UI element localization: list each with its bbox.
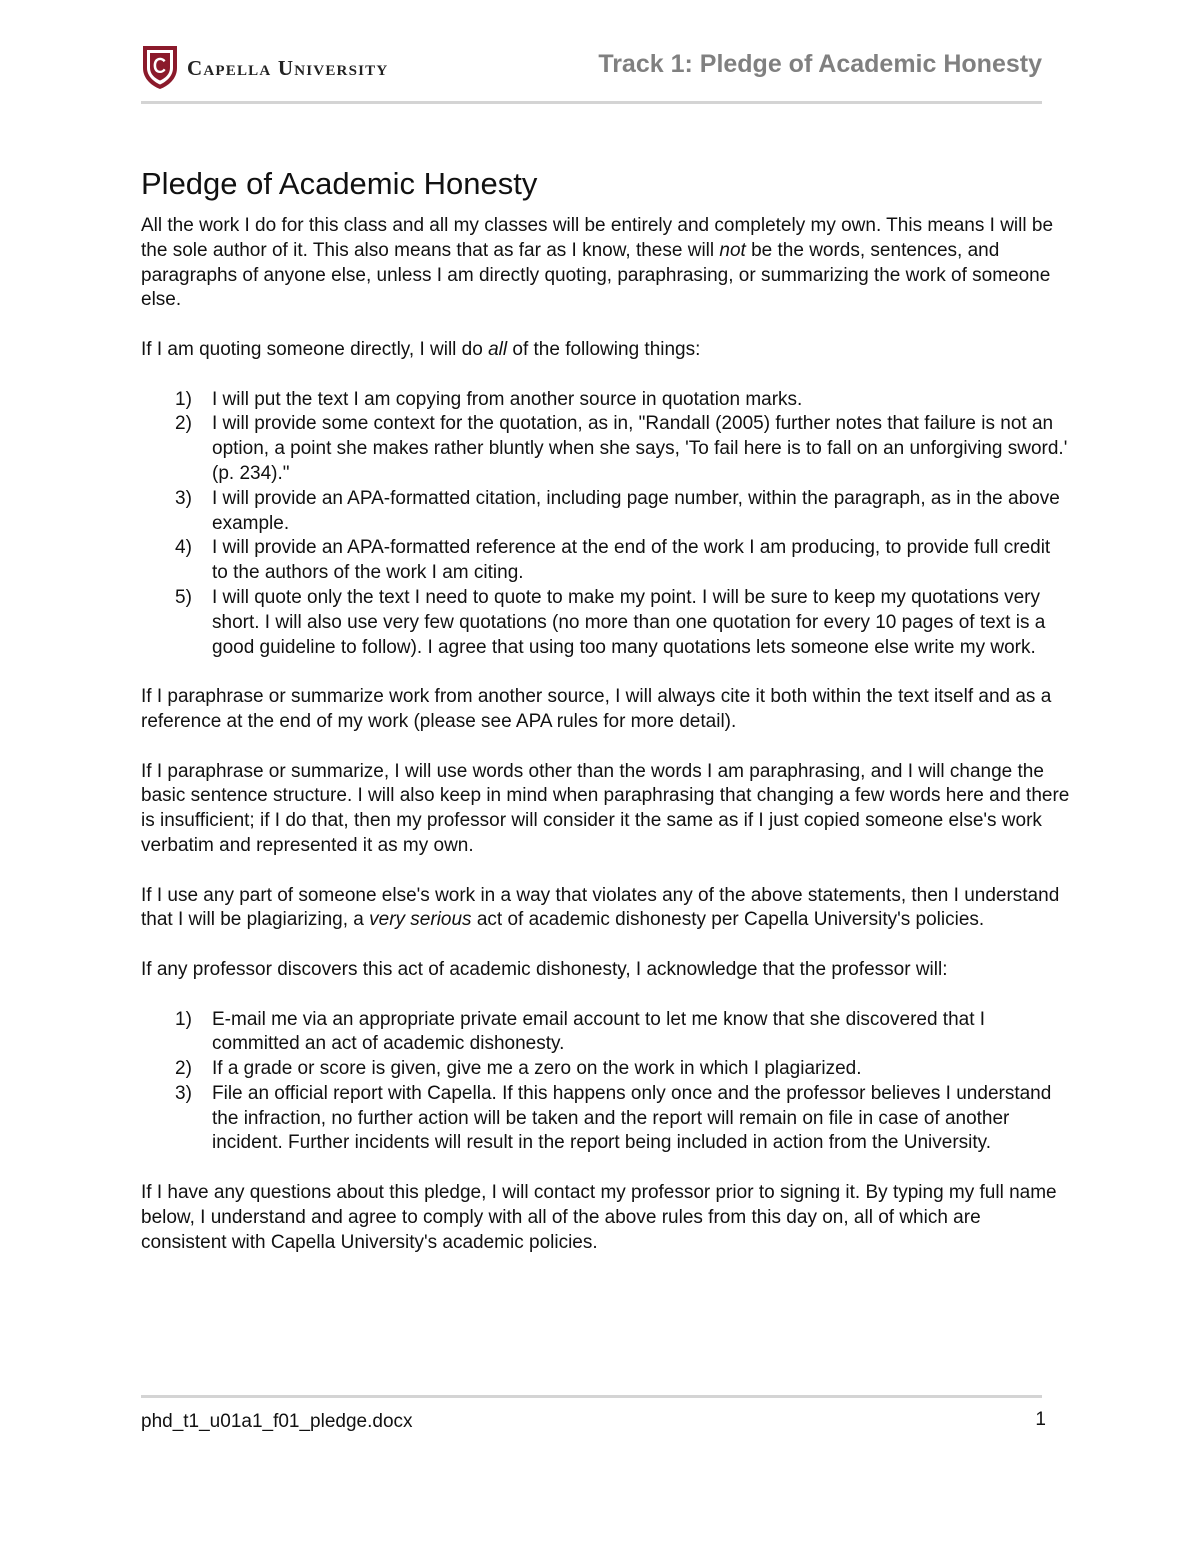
- plagiarism-paragraph: If I use any part of someone else's work in a way that violates any of the above statements, then I understand that I will be plagiarizing, a very serious act of academic dishonesty per Capella University's policies.: [141, 884, 1060, 931]
- paraphrase-citation-paragraph: If I paraphrase or summarize work from another source, I will always cite it both within the text itself and as a reference at the end of my work (please see APA rules for more detail).: [141, 686, 1052, 732]
- university-logo: [141, 44, 388, 90]
- page-title: Pledge of Academic Honesty: [141, 166, 538, 201]
- list-item: 2) I will provide some context for the quotation, as in, "Randall (2005) further notes that failure is not an option, a point she makes rather bluntly when she says, 'To fail here is to fall on an unforgiving sword.' (p. 234).": [175, 413, 1068, 484]
- document-body: [141, 164, 1071, 1280]
- quoting-rules-list: [141, 388, 1071, 661]
- footer-filename: phd_t1_u01a1_f01_pledge.docx: [141, 1411, 413, 1432]
- paraphrase-structure-paragraph: If I paraphrase or summarize, I will use words other than the words I am paraphrasing, and I will change the basic sentence structure. I will also keep in mind when paraphrasing that changing a few words here and there is insufficient; if I do that, then my professor will consider it the same as if I just copied someone else's work verbatim and represented it as my own.: [141, 760, 1070, 856]
- professor-acknowledge-paragraph: If any professor discovers this act of academic dishonesty, I acknowledge that the professor will:: [141, 958, 948, 980]
- logo-wordmark: Capella University: [187, 55, 389, 80]
- list-item: 5) I will quote only the text I need to quote to make my point. I will be sure to keep my quotations very short. I will also use very few quotations (no more than one quotation for every 10 pages of text is a good guideline to follow). I agree that using too many quotations lets someone else write my work.: [175, 586, 1046, 658]
- header-divider: [141, 101, 1042, 104]
- page-header: [141, 40, 1042, 102]
- list-item: 4) I will provide an APA-formatted reference at the end of the work I am producing, to provide full credit to the authors of the work I am citing.: [175, 537, 1051, 584]
- list-item: 3) File an official report with Capella. If this happens only once and the professor believes I understand the infraction, no further action will be taken and the report will remain on file in case of another incident. Further incidents will result in the report being included in action from the University.: [175, 1082, 1052, 1154]
- consequences-list: [141, 1008, 1071, 1157]
- shield-icon: [141, 44, 179, 90]
- page-number: 1: [1035, 1409, 1046, 1430]
- quoting-intro-paragraph: If I am quoting someone directly, I will do all of the following things:: [141, 338, 701, 360]
- track-title: Track 1: Pledge of Academic Honesty: [598, 50, 1042, 78]
- closing-paragraph: If I have any questions about this pledge, I will contact my professor prior to signing it. By typing my full name below, I understand and agree to comply with all of the above rules from this day on, all of which are consistent with Capella University's academic policies.: [141, 1182, 1057, 1253]
- list-item: 1) E-mail me via an appropriate private email account to let me know that she discovered that I committed an act of academic dishonesty.: [175, 1008, 986, 1055]
- list-item: 2) If a grade or score is given, give me a zero on the work in which I plagiarized.: [175, 1058, 862, 1080]
- list-item: 3) I will provide an APA-formatted citation, including page number, within the paragraph, as in the above example.: [175, 487, 1060, 534]
- intro-paragraph: All the work I do for this class and all my classes will be entirely and completely my own. This means I will be the sole author of it. This also means that as far as I know, these will not be the words, sentences, and paragraphs of anyone else, unless I am directly quoting, paraphrasing, or summarizing the work of someone else.: [141, 215, 1054, 311]
- list-item: 1) I will put the text I am copying from another source in quotation marks.: [175, 388, 803, 410]
- footer-divider: [141, 1395, 1042, 1398]
